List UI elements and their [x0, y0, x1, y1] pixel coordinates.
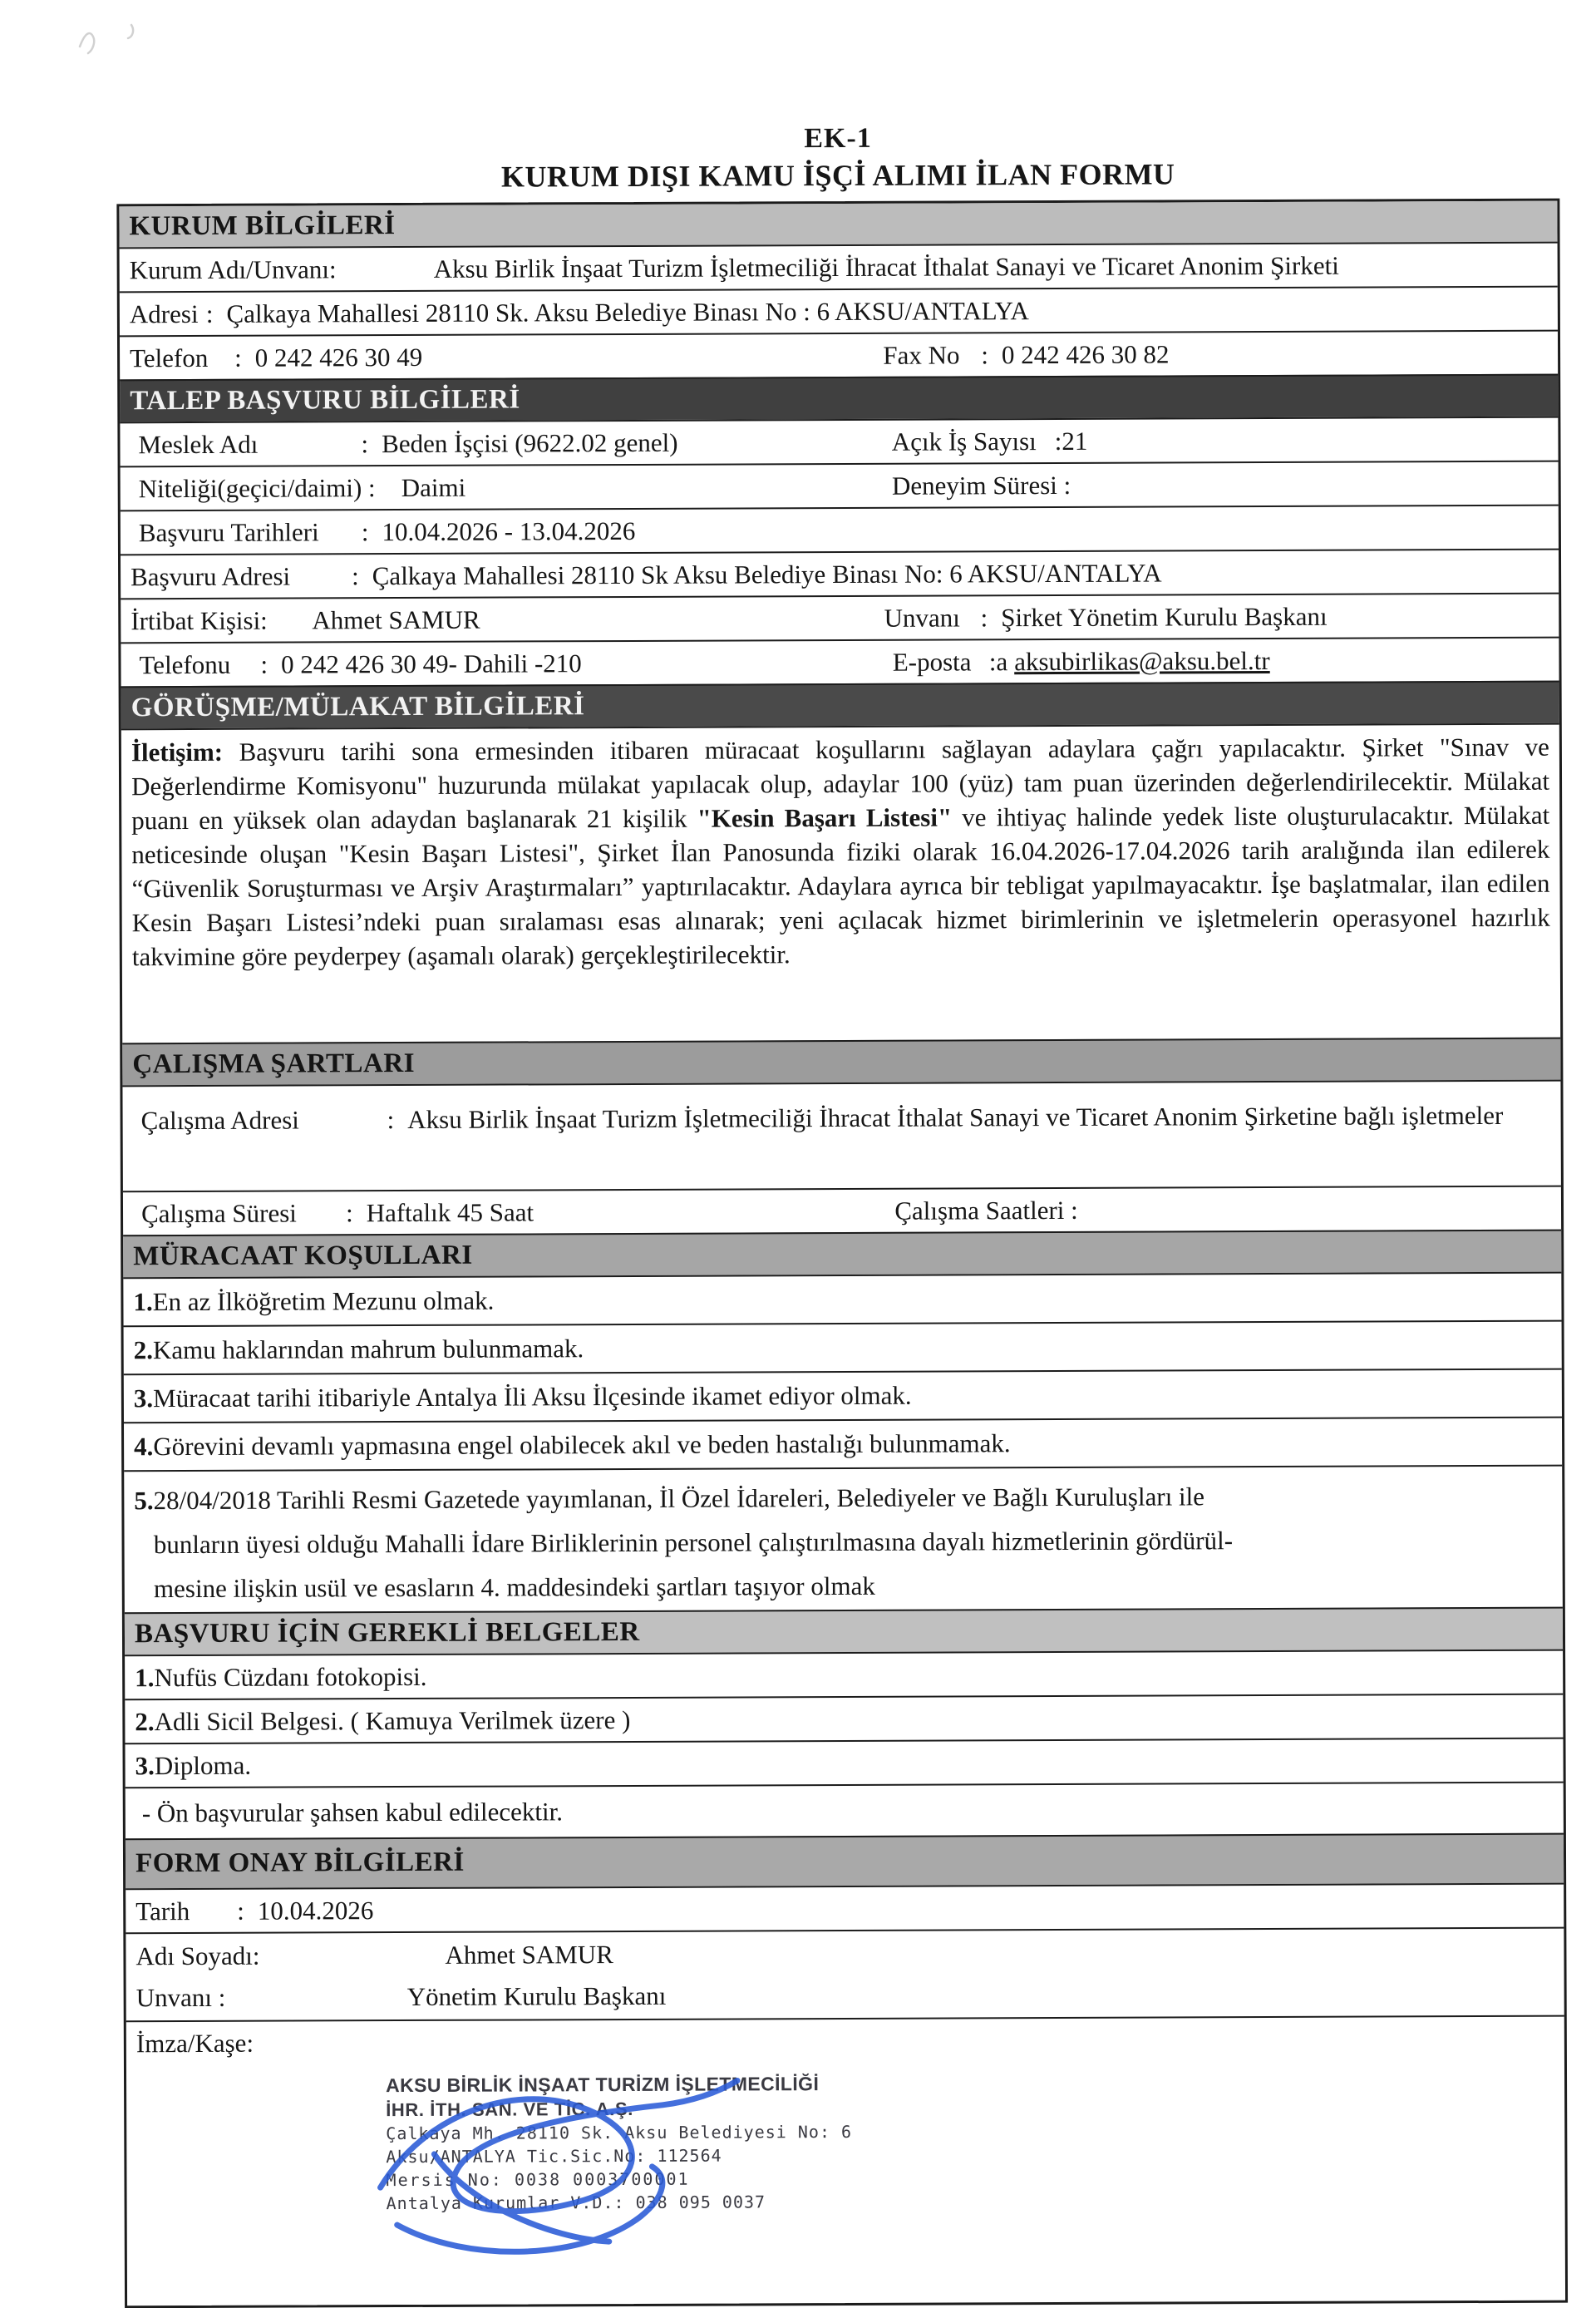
cell-unvan [874, 594, 1559, 639]
cell-irtibat [121, 597, 874, 642]
field-row-adresi [120, 286, 1558, 336]
item-text: Nufüs Cüzdanı fotokopisi. [154, 1661, 427, 1692]
field-row-telefon-fax [120, 330, 1558, 380]
field-row-adi-soyadi [135, 1936, 613, 1975]
item-text: Kamu haklarından mahrum bulunmamak. [152, 1334, 584, 1365]
item-text: Görevini devamlı yapmasına engel olabilecek akıl ve beden hastalığı bulunmamak. [153, 1428, 1011, 1462]
field-value-calisma-adresi: Aksu Birlik İnşaat Turizm İşletmeciliği İhracat İthalat Sanayi ve Ticaret Anonim Şirketine bağlı işletmeler [407, 1100, 1504, 1134]
item-text: En az İlköğretim Mezunu olmak. [152, 1285, 495, 1317]
field-value-nitelik: Daimi [401, 472, 466, 502]
item-text: Müracaat tarihi itibariyle Antalya İli Aksu İlçesinde ikamet ediyor olmak. [153, 1380, 912, 1413]
colon-separator: : [345, 1197, 353, 1227]
item-number: 3. [135, 1750, 155, 1780]
stamp-line-address: Çalkaya Mh. 28110 Sk. Aksu Belediyesi No: 6 [386, 2121, 853, 2144]
colon-separator: : [237, 1896, 244, 1926]
field-value-acik-is: 21 [1062, 426, 1088, 456]
field-value-fax: 0 242 426 30 82 [1001, 338, 1170, 369]
doc-code: EK-1 [804, 122, 872, 155]
cell-telefonu [121, 641, 882, 687]
scanned-form [116, 121, 1568, 2308]
field-label-adi-soyadi: Adı Soyadı: [135, 1941, 260, 1971]
colon-separator: : [234, 343, 242, 372]
interview-paragraph: İletişim: Başvuru tarihi sona ermesinden itibaren müracaat koşullarını sağlayan adaylara çağrı yapılacaktır. Şirket "Sınav ve Değerlendirme Komisyonu" huzurunda mülakat yapılacak olup, adaylar 100 (yüz) tam puan üzerinden değerlendirilecektir. Mülakat puanı en yüksek olan adaydan başlanarak 21 kişilik "Kesin Başarı Listesi" ve ihtiyaç halinde yedek liste oluşturulacaktır. Mülakat neticesinde oluşan "Kesin Başarı Listesi", Şirket İlan Panosunda fiziki olarak 16.04.2026-17.04.2026 tarih aralığında ilan edilerek “Güvenlik Soruşturması ve Arşiv Araştırmaları” yaptırılacaktır. Adaylara ayrıca bir tebligat yapılmayacaktır. İşe başlatmalar, ilan edilen Kesin Başarı Listesi’ndeki puan sıralaması esas alınarak; yeni açılacak hizmet birimlerinin ve işletmelerin operasyonel hazırlık takvimine göre peyderpey (aşamalı olarak) gerçekleştirilecektir. [121, 723, 1560, 1043]
cell-telefon [120, 334, 873, 379]
field-label-calisma-saatleri: Çalışma Saatleri : [894, 1195, 1078, 1226]
item-number: 1. [135, 1662, 155, 1692]
item-number: 5. [134, 1486, 154, 1516]
document-item-3 [125, 1738, 1563, 1788]
field-row-meslek-acikis [120, 417, 1558, 466]
item-number: 3. [133, 1383, 154, 1413]
stamp-line-mersis: Mersis No: 0038 0003700001 [386, 2168, 690, 2191]
field-label-irtibat: İrtibat Kişisi: [131, 605, 268, 635]
field-value-kurum-adi: Aksu Birlik İnşaat Turizm İşletmeciliği İhracat İthalat Sanayi ve Ticaret Anonim Şirketi [433, 250, 1339, 284]
field-label-adresi: Adresi [129, 298, 199, 328]
colon-separator: : [260, 649, 268, 679]
field-row-kurum-adi [120, 242, 1558, 292]
requirement-item-4 [124, 1417, 1562, 1471]
field-row-basvuru-tarihleri [121, 505, 1559, 555]
field-label-telefonu: Telefonu [139, 649, 231, 679]
colon-separator: : [980, 602, 988, 632]
field-label-eposta: E-posta [892, 646, 972, 677]
field-label-deneyim: Deneyim Süresi : [891, 470, 1071, 501]
stamp-line-trade-no: Aksu/ANTALYA Tic.Sic.No: 112564 [386, 2145, 722, 2167]
field-row-irtibat-unvan [121, 593, 1559, 643]
field-label-telefon: Telefon [130, 343, 209, 372]
item-number: 1. [133, 1287, 153, 1317]
field-label-basvuru-tarihleri: Başvuru Tarihleri [138, 516, 319, 547]
field-value-basvuru-tarihleri: 10.04.2026 - 13.04.2026 [382, 515, 636, 546]
doc-title: KURUM DIŞI KAMU İŞÇİ ALIMI İLAN FORMU [500, 157, 1175, 194]
item-text: Adli Sicil Belgesi. ( Kamuya Verilmek üzere ) [154, 1704, 631, 1736]
section-header-gorusme-mulakat: GÖRÜŞME/MÜLAKAT BİLGİLERİ [121, 681, 1559, 729]
field-value-adi-soyadi: Ahmet SAMUR [445, 1940, 613, 1970]
field-value-unvan: Şirket Yönetim Kurulu Başkanı [1001, 601, 1328, 632]
field-label-calisma-adresi: Çalışma Adresi [140, 1105, 299, 1136]
field-value-meslek: Beden İşçisi (9622.02 genel) [382, 427, 678, 458]
cell-fax [873, 332, 1558, 377]
section-header-form-onay: FORM ONAY BİLGİLERİ [126, 1833, 1564, 1889]
stamp-line-type: İHR. İTH. SAN. VE TİC. A.Ş. [386, 2098, 633, 2121]
field-value-tarih: 10.04.2026 [257, 1895, 374, 1926]
cell-acik-is [882, 418, 1559, 463]
colon-separator: : [361, 428, 369, 458]
colon-separator: : [1054, 426, 1062, 456]
field-row-telefonu-eposta [121, 637, 1559, 687]
section-header-kurum-bilgileri: KURUM BİLGİLERİ [119, 201, 1557, 248]
field-label-meslek: Meslek Adı [138, 429, 259, 459]
cell-calisma-suresi [123, 1190, 884, 1235]
field-label-fax: Fax No [883, 339, 960, 370]
stamp-line-tax: Antalya Kurumlar V.D.: 038 095 0037 [386, 2192, 766, 2214]
field-value-basvuru-adresi: Çalkaya Mahallesi 28110 Sk Aksu Belediye Binası No: 6 AKSU/ANTALYA [372, 558, 1162, 590]
application-note: - Ön başvurular şahsen kabul edilecektir. [126, 1782, 1564, 1839]
colon-separator: : [352, 560, 359, 590]
section-header-gerekli-belgeler: BAŞVURU İÇİN GEREKLİ BELGELER [125, 1607, 1563, 1655]
colon-separator: : [387, 1105, 395, 1135]
field-row-calisma-sure-saat [123, 1186, 1561, 1235]
cell-eposta [883, 639, 1559, 683]
item-number: 2. [133, 1335, 153, 1365]
item-text: Diploma. [154, 1750, 252, 1780]
requirement-item-2 [124, 1320, 1562, 1374]
colon-separator: : [981, 339, 989, 369]
cell-deneyim [882, 462, 1559, 507]
field-value-irtibat: Ahmet SAMUR [312, 604, 480, 634]
field-label-tarih: Tarih [135, 1896, 190, 1926]
field-row-basvuru-adresi [121, 549, 1559, 599]
item-text: 28/04/2018 Tarihli Resmi Gazetede yayımlanan, İl Özel İdareleri, Belediyeler ve Bağlı Kuruluşları ile bunların üyesi olduğu Mahalli İdare Birliklerinin personel çalıştırılmasına dayalı hizmetlerinin gördürül- mesine ilişkin usül ve esasların 4. maddesindeki şartları taşıyor olmak [153, 1482, 1234, 1604]
field-label-imza-kase: İmza/Kaşe: [135, 2028, 254, 2059]
item-number: 2. [135, 1706, 155, 1736]
field-row-calisma-adresi [122, 1080, 1560, 1191]
field-label-onay-unvan: Unvanı : [135, 1982, 226, 2013]
cell-calisma-saatleri [884, 1187, 1561, 1232]
colon-separator: : [361, 516, 369, 546]
field-value-telefonu: 0 242 426 30 49- Dahili -210 [281, 648, 582, 679]
field-row-adi-unvan [126, 1927, 1564, 2021]
eposta-separator: :a [988, 646, 1008, 676]
field-value-adresi: Çalkaya Mahallesi 28110 Sk. Aksu Belediye Binası No : 6 AKSU/ANTALYA [226, 295, 1029, 328]
field-row-nitelik-deneyim [121, 461, 1559, 510]
field-value-onay-unvan: Yönetim Kurulu Başkanı [406, 1980, 667, 2012]
cell-nitelik [121, 465, 882, 510]
company-stamp [386, 2069, 1555, 2215]
field-label-kurum-adi: Kurum Adı/Unvanı: [129, 254, 337, 284]
requirement-item-1 [123, 1272, 1561, 1326]
document-item-2 [125, 1694, 1563, 1743]
requirement-item-3 [124, 1369, 1562, 1423]
requirement-item-5 [124, 1465, 1563, 1613]
stamp-line-company: AKSU BİRLİK İNŞAAT TURİZM İŞLETMECİLİĞİ [386, 2073, 820, 2097]
section-header-talep-basvuru: TALEP BAŞVURU BİLGİLERİ [120, 374, 1558, 422]
field-row-tarih [126, 1883, 1564, 1933]
field-value-eposta: aksubirlikas@aksu.bel.tr [1014, 645, 1270, 676]
field-value-calisma-suresi: Haftalık 45 Saat [366, 1196, 534, 1227]
cell-meslek [120, 421, 881, 466]
field-label-calisma-suresi: Çalışma Süresi [140, 1198, 297, 1228]
colon-separator: : [205, 298, 214, 328]
signature-stamp-cell [126, 2015, 1565, 2306]
field-label-basvuru-adresi: Başvuru Adresi [131, 561, 291, 591]
item-number: 4. [134, 1432, 154, 1462]
field-label-unvan: Unvanı [884, 602, 960, 633]
field-label-nitelik: Niteliği(geçici/daimi) : [138, 472, 376, 503]
field-label-acik-is: Açık İş Sayısı [891, 426, 1037, 456]
section-header-muracaat-kosullari: MÜRACAAT KOŞULLARI [123, 1230, 1561, 1278]
field-value-telefon: 0 242 426 30 49 [254, 342, 423, 372]
field-row-onay-unvan [136, 1978, 667, 2016]
form-table [116, 199, 1568, 2308]
section-header-calisma-sartlari: ÇALIŞMA ŞARTLARI [122, 1038, 1560, 1086]
document-item-1 [125, 1650, 1563, 1699]
scan-artifact [73, 13, 148, 63]
